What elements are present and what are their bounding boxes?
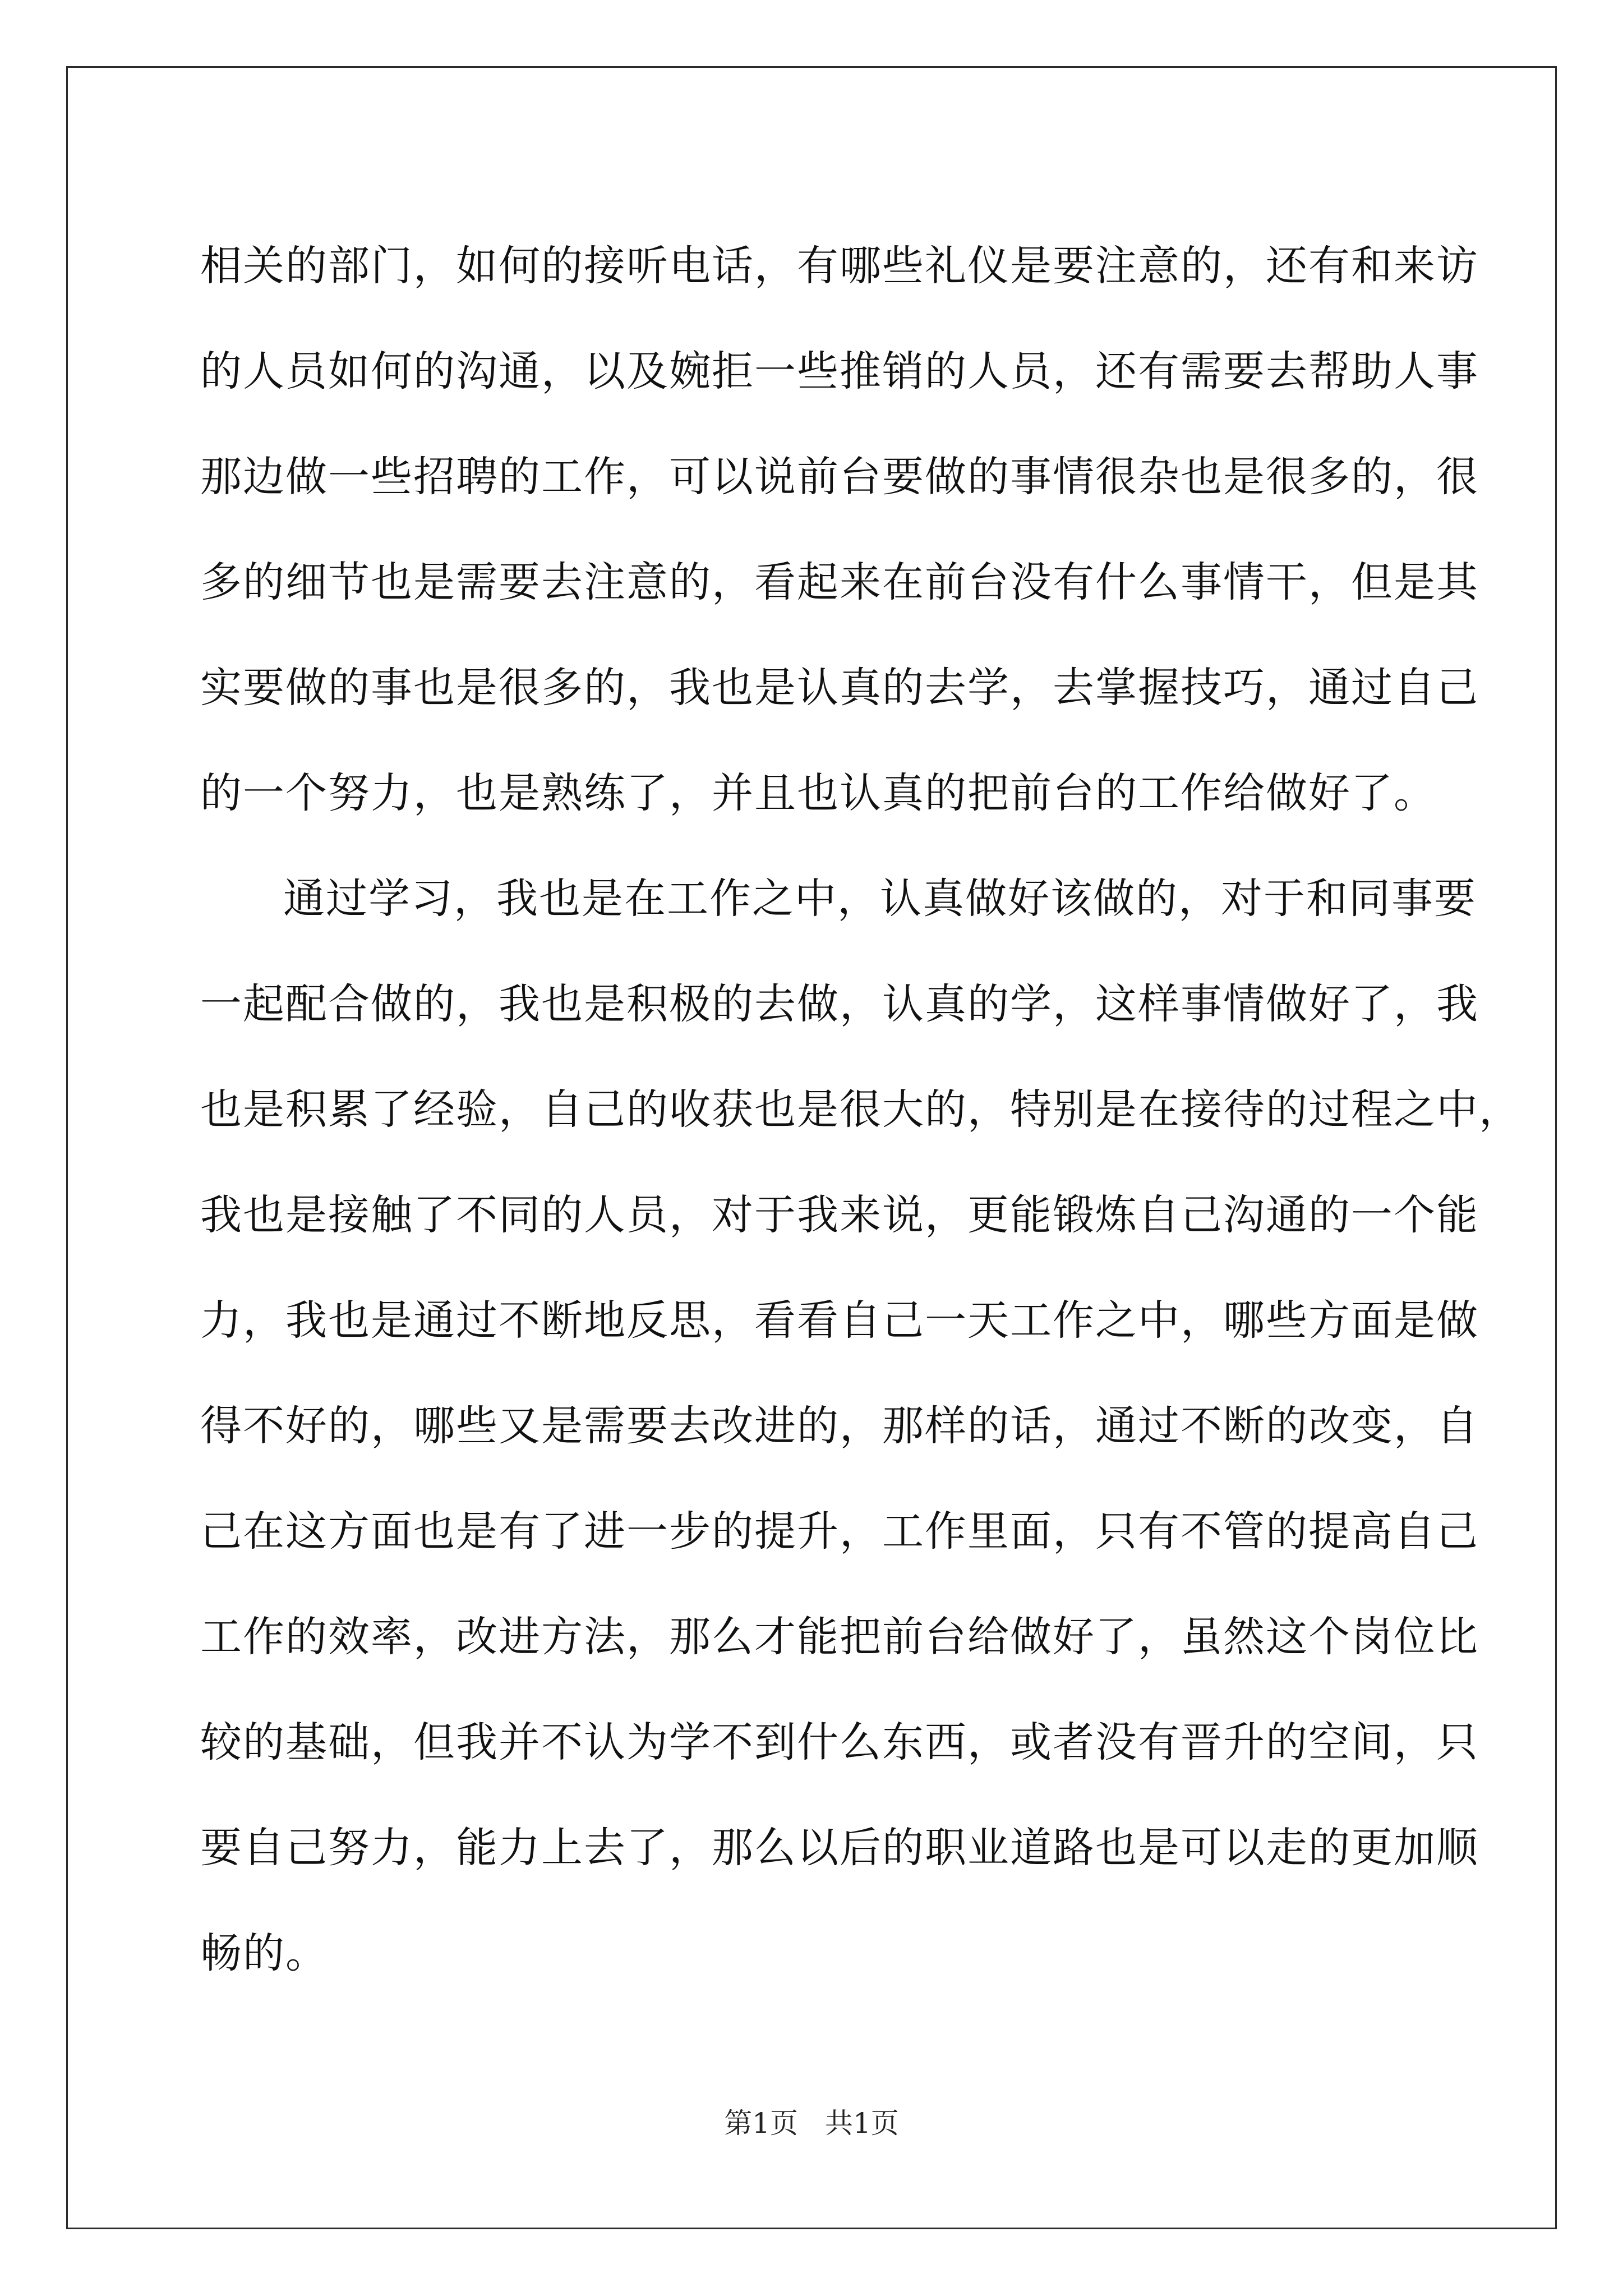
text-line: 实要做的事也是很多的，我也是认真的去学，去掌握技巧，通过自己 [200, 664, 1479, 712]
page-footer [0, 2101, 1623, 2141]
text-line: 力，我也是通过不断地反思，看看自己一天工作之中，哪些方面是做 [200, 1296, 1479, 1345]
document-body [200, 213, 1521, 2006]
text-line: 我也是接触了不同的人员，对于我来说，更能锻炼自己沟通的一个能 [200, 1191, 1479, 1239]
text-line: 得不好的，哪些又是需要去改进的，那样的话，通过不断的改变，自 [200, 1402, 1479, 1450]
text-line: 的人员如何的沟通，以及婉拒一些推销的人员，还有需要去帮助人事 [200, 347, 1479, 395]
text-line: 的一个努力，也是熟练了，并且也认真的把前台的工作给做好了。 [200, 769, 1436, 817]
text-line: 要自己努力，能力上去了，那么以后的职业道路也是可以走的更加顺 [200, 1824, 1479, 1872]
paragraph-start-line: 通过学习，我也是在工作之中，认真做好该做的，对于和同事要 [283, 875, 1477, 923]
text-line: 己在这方面也是有了进一步的提升，工作里面，只有不管的提高自己 [200, 1507, 1479, 1556]
text-line: 畅的。 [200, 1929, 328, 1977]
text-line: 工作的效率，改进方法，那么才能把前台给做好了，虽然这个岗位比 [200, 1613, 1479, 1661]
page-total: 共1页 [825, 2107, 899, 2139]
page-number: 第1页 [724, 2107, 798, 2139]
text-line: 也是积累了经验，自己的收获也是很大的，特别是在接待的过程之中， [200, 1085, 1521, 1134]
text-line: 相关的部门，如何的接听电话，有哪些礼仪是要注意的，还有和来访 [200, 242, 1479, 290]
text-line: 多的细节也是需要去注意的，看起来在前台没有什么事情干，但是其 [200, 558, 1479, 606]
text-line: 一起配合做的，我也是积极的去做，认真的学，这样事情做好了，我 [200, 980, 1479, 1028]
text-line: 那边做一些招聘的工作，可以说前台要做的事情很杂也是很多的，很 [200, 453, 1479, 501]
text-line: 较的基础，但我并不认为学不到什么东西，或者没有晋升的空间，只 [200, 1718, 1479, 1766]
